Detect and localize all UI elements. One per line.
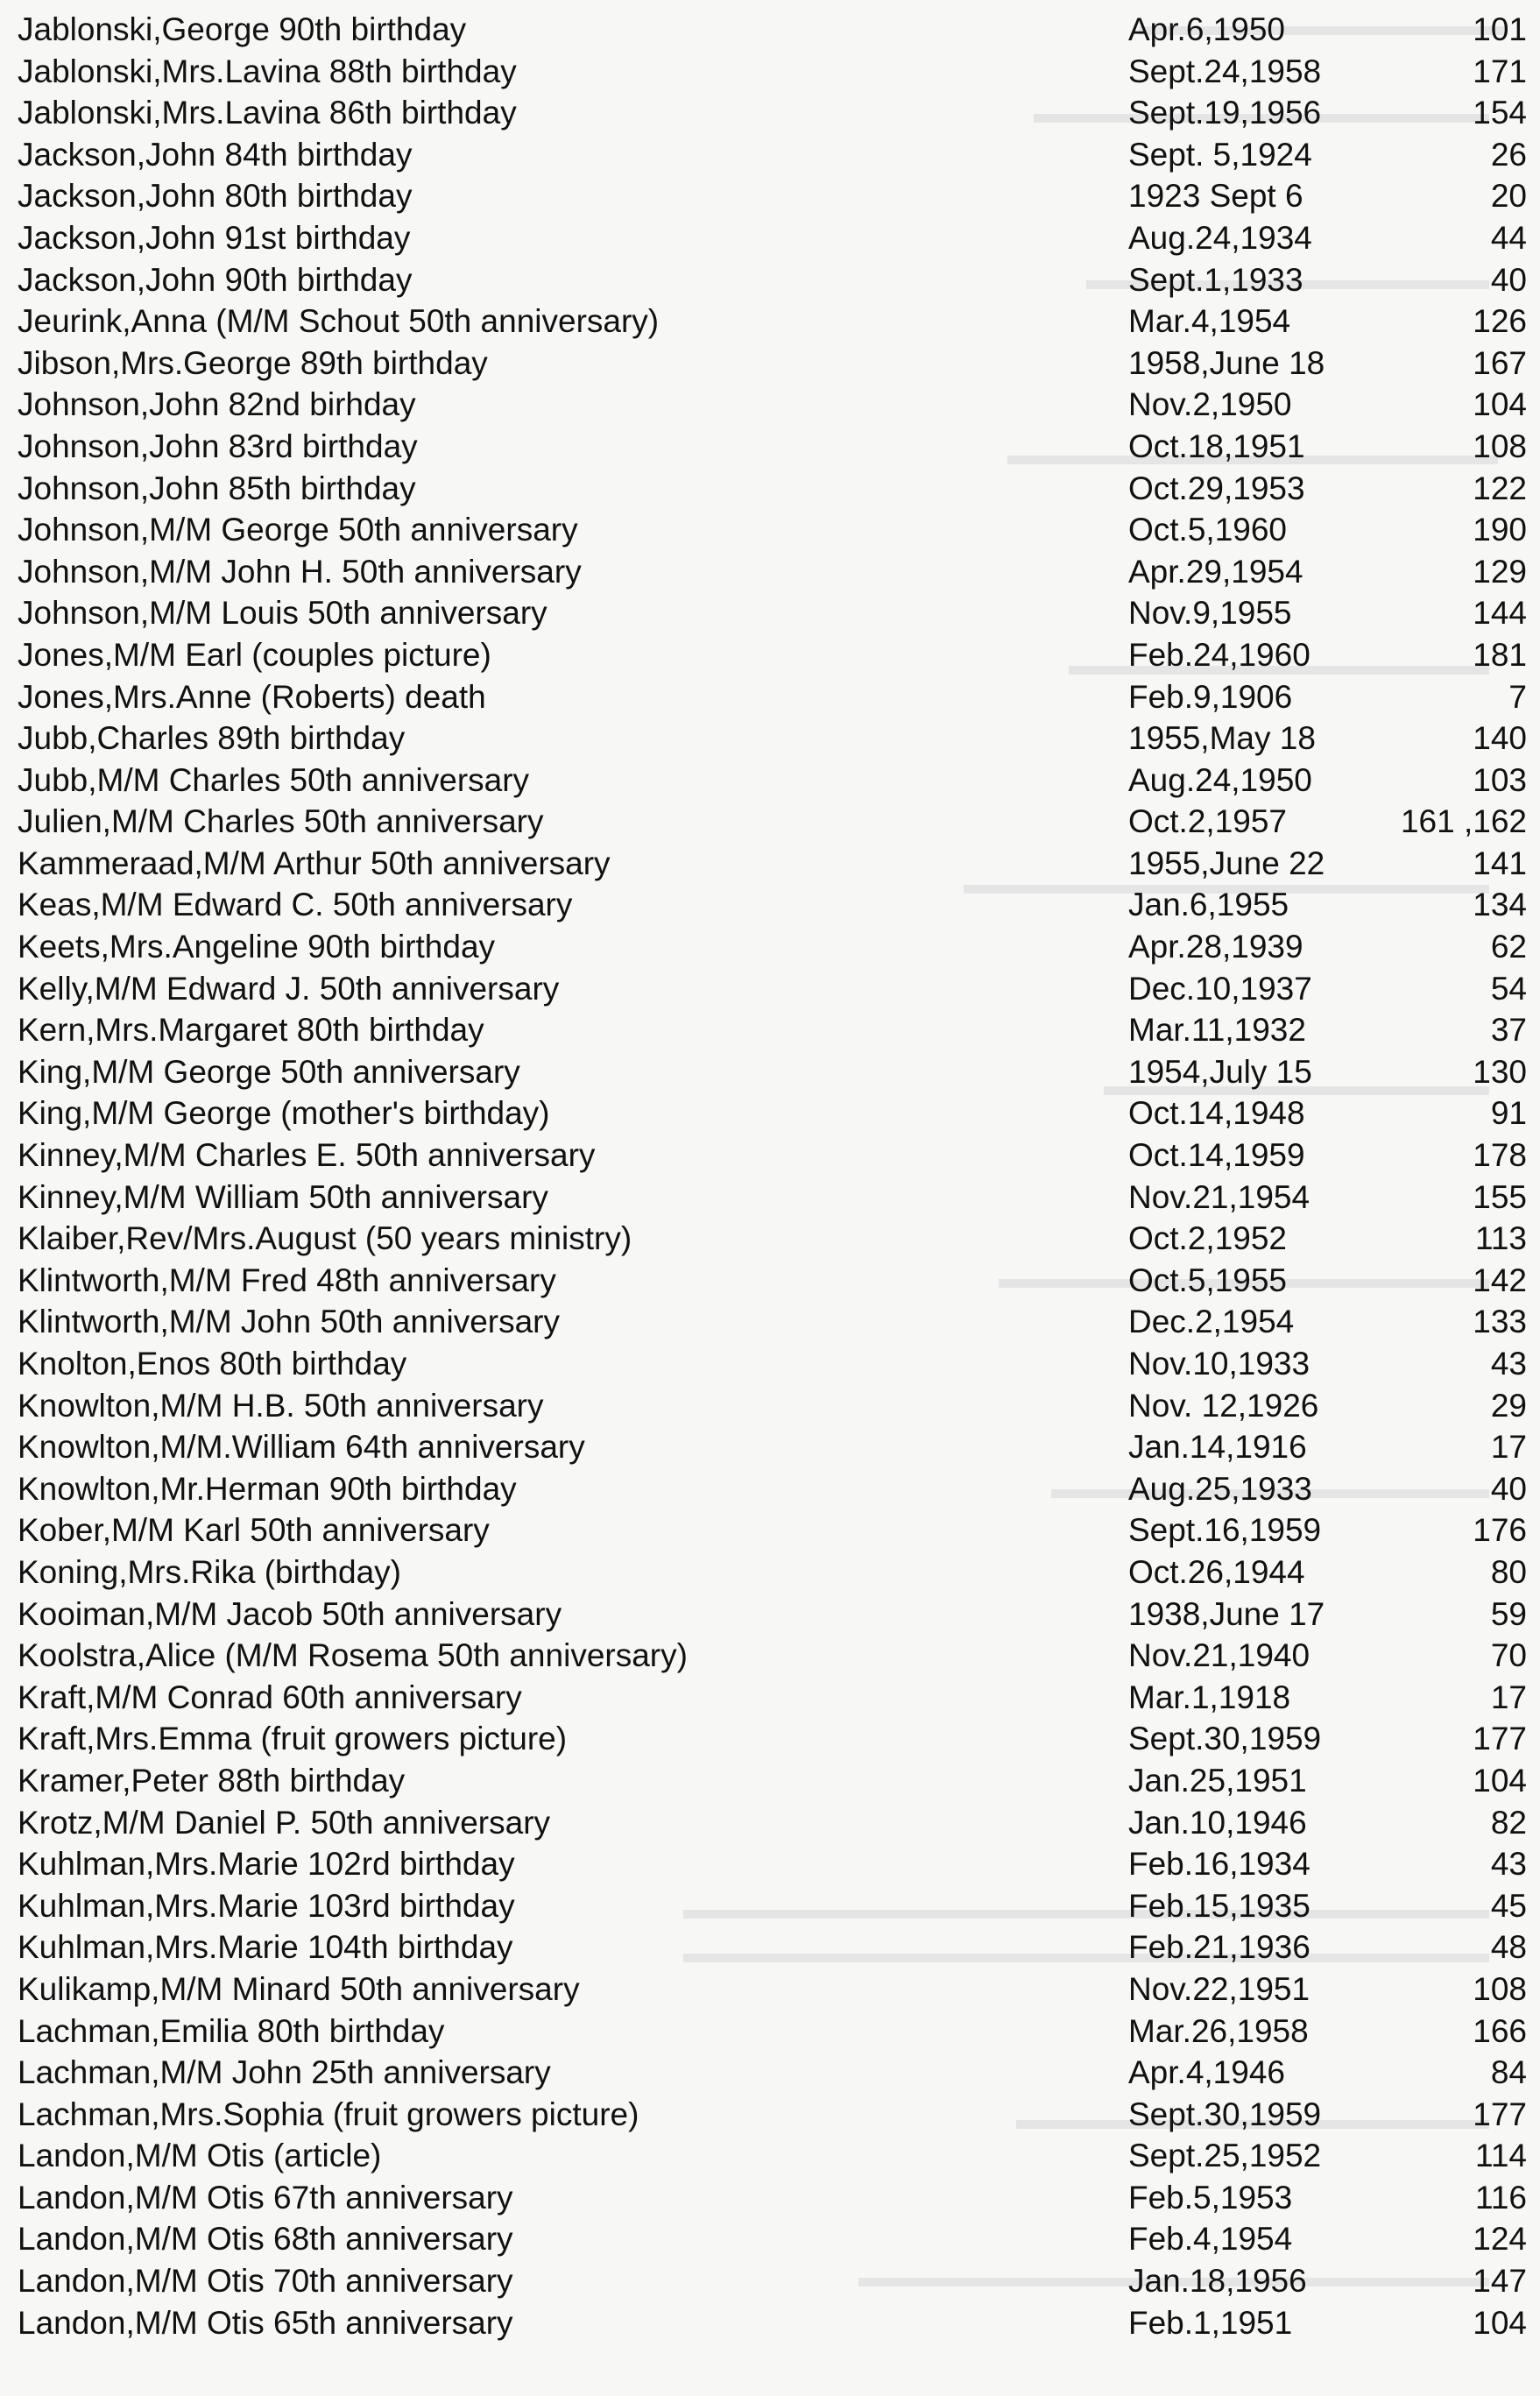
entry-page: 40 [1490, 1470, 1527, 1507]
entry-date: 1958,June 18 [1128, 344, 1325, 381]
entry-name: Klintworth,M/M Fred 48th anniversary [18, 1262, 556, 1298]
entry-date: Mar.4,1954 [1128, 303, 1291, 340]
entry-page: 167 [1473, 344, 1527, 381]
index-entry [0, 676, 1540, 718]
entry-date: 1955,May 18 [1128, 720, 1316, 757]
entry-date: Feb.16,1934 [1128, 1846, 1310, 1883]
entry-name: King,M/M George 50th anniversary [18, 1053, 520, 1090]
entry-name: Landon,M/M Otis 68th anniversary [18, 2221, 513, 2258]
entry-date: Nov.2,1950 [1128, 386, 1292, 423]
entry-name: Knolton,Enos 80th birthday [18, 1346, 407, 1382]
entry-name: Lachman,M/M John 25th anniversary [18, 2054, 551, 2091]
entry-date: Sept.1,1933 [1128, 261, 1303, 298]
index-entry [0, 884, 1540, 926]
index-entry [0, 175, 1540, 217]
entry-page: 43 [1490, 1846, 1527, 1883]
entry-name: Johnson,John 83rd birthday [18, 428, 418, 464]
entry-name: Jones,Mrs.Anne (Roberts) death [18, 678, 486, 715]
entry-date: Apr.29,1954 [1128, 553, 1303, 590]
entry-date: Oct.29,1953 [1128, 470, 1305, 506]
entry-date: Oct.2,1952 [1128, 1220, 1288, 1257]
entry-date: Mar.26,1958 [1128, 2012, 1309, 2049]
entry-page: 43 [1490, 1346, 1527, 1382]
index-entry [0, 426, 1540, 468]
index-entry [0, 2011, 1540, 2053]
entry-page: 177 [1473, 1721, 1527, 1757]
entry-page: 178 [1473, 1137, 1527, 1174]
entry-page: 29 [1490, 1387, 1527, 1424]
index-entry [0, 1343, 1540, 1385]
entry-date: Feb.4,1954 [1128, 2221, 1293, 2258]
entry-page: 17 [1490, 1679, 1527, 1715]
entry-name: Jubb,M/M Charles 50th anniversary [18, 761, 530, 798]
entry-name: Jones,M/M Earl (couples picture) [18, 636, 491, 673]
entry-date: 1954,July 15 [1128, 1053, 1312, 1090]
entry-date: Nov.9,1955 [1128, 595, 1292, 632]
index-entry [0, 1594, 1540, 1636]
entry-page: 26 [1490, 136, 1527, 173]
index-entry [0, 2260, 1540, 2302]
entry-name: Kooiman,M/M Jacob 50th anniversary [18, 1595, 562, 1632]
index-entry [0, 1885, 1540, 1927]
entry-date: Jan.6,1955 [1128, 887, 1289, 923]
index-entry [0, 1926, 1540, 1968]
entry-page: 144 [1473, 595, 1527, 632]
entry-name: Kulikamp,M/M Minard 50th anniversary [18, 1970, 580, 2007]
entry-name: King,M/M George (mother's birthday) [18, 1095, 550, 1132]
entry-name: Keets,Mrs.Angeline 90th birthday [18, 929, 496, 965]
entry-page: 45 [1490, 1887, 1527, 1924]
entry-name: Kammeraad,M/M Arthur 50th anniversary [18, 845, 611, 881]
entry-name: Johnson,M/M Louis 50th anniversary [18, 595, 547, 632]
entry-page: 91 [1490, 1095, 1527, 1132]
entry-date: Nov.22,1951 [1128, 1970, 1310, 2007]
entry-date: Apr.6,1950 [1128, 11, 1285, 47]
entry-name: Kober,M/M Karl 50th anniversary [18, 1512, 490, 1549]
entry-date: Dec.10,1937 [1128, 970, 1312, 1007]
entry-name: Jubb,Charles 89th birthday [18, 720, 406, 757]
index-entry [0, 592, 1540, 634]
entry-page: 40 [1490, 261, 1527, 298]
entry-name: Kuhlman,Mrs.Marie 102rd birthday [18, 1846, 515, 1883]
index-entry [0, 2218, 1540, 2260]
entry-name: Knowlton,M/M H.B. 50th anniversary [18, 1387, 544, 1424]
entry-date: Sept.19,1956 [1128, 95, 1322, 131]
entry-date: Sept.30,1959 [1128, 2096, 1322, 2132]
entry-page: 116 [1475, 2179, 1527, 2216]
entry-name: Keas,M/M Edward C. 50th anniversary [18, 887, 573, 923]
entry-name: Landon,M/M Otis 67th anniversary [18, 2179, 513, 2216]
entry-page: 70 [1490, 1637, 1527, 1674]
entry-date: Jan.25,1951 [1128, 1762, 1307, 1799]
entry-name: Landon,M/M Otis 65th anniversary [18, 2304, 513, 2341]
entry-name: Jibson,Mrs.George 89th birthday [18, 344, 488, 381]
index-entry [0, 468, 1540, 510]
entry-name: Julien,M/M Charles 50th anniversary [18, 803, 544, 840]
entry-name: Kinney,M/M William 50th anniversary [18, 1178, 548, 1215]
entry-page: 114 [1475, 2138, 1527, 2174]
entry-date: Jan.10,1946 [1128, 1804, 1307, 1841]
entry-page: 104 [1473, 2304, 1527, 2341]
entry-name: Jackson,John 90th birthday [18, 261, 413, 298]
entry-page: 181 [1473, 636, 1527, 673]
index-entry [0, 1509, 1540, 1551]
entry-page: 130 [1473, 1053, 1527, 1090]
entry-date: Feb.1,1951 [1128, 2304, 1293, 2341]
index-list [0, 9, 1540, 2343]
entry-page: 141 [1473, 845, 1527, 881]
entry-page: 108 [1473, 1970, 1527, 2007]
entry-date: Oct.18,1951 [1128, 428, 1305, 464]
entry-date: Feb.21,1936 [1128, 1929, 1310, 1966]
entry-page: 154 [1473, 95, 1527, 131]
entry-page: 140 [1473, 720, 1527, 757]
entry-date: Nov.10,1933 [1128, 1346, 1310, 1382]
entry-name: Knowlton,M/M.William 64th anniversary [18, 1429, 585, 1466]
index-entry [0, 384, 1540, 426]
index-entry [0, 2052, 1540, 2094]
index-entry [0, 92, 1540, 134]
entry-page: 103 [1473, 761, 1527, 798]
index-entry [0, 1468, 1540, 1510]
index-entry [0, 1968, 1540, 2011]
entry-page: 176 [1473, 1512, 1527, 1549]
index-entry [0, 760, 1540, 802]
entry-name: Johnson,M/M George 50th anniversary [18, 512, 578, 548]
entry-date: Mar.1,1918 [1128, 1679, 1291, 1715]
index-entry [0, 926, 1540, 968]
index-entry [0, 843, 1540, 885]
entry-name: Jablonski,Mrs.Lavina 88th birthday [18, 53, 517, 89]
entry-page: 54 [1490, 970, 1527, 1007]
entry-page: 113 [1475, 1220, 1527, 1257]
entry-page: 133 [1473, 1304, 1527, 1340]
entry-page: 166 [1473, 2012, 1527, 2049]
entry-date: Oct.5,1960 [1128, 512, 1288, 548]
entry-name: Kern,Mrs.Margaret 80th birthday [18, 1012, 484, 1049]
entry-date: Sept. 5,1924 [1128, 136, 1312, 173]
entry-date: Aug.25,1933 [1128, 1470, 1312, 1507]
entry-date: Feb.24,1960 [1128, 636, 1310, 673]
entry-name: Jackson,John 84th birthday [18, 136, 413, 173]
index-entry [0, 2135, 1540, 2177]
entry-name: Johnson,M/M John H. 50th anniversary [18, 553, 582, 590]
index-entry [0, 1051, 1540, 1093]
entry-date: Oct.14,1948 [1128, 1095, 1305, 1132]
index-entry [0, 134, 1540, 176]
entry-page: 20 [1490, 178, 1527, 215]
entry-date: Sept.16,1959 [1128, 1512, 1322, 1549]
entry-name: Landon,M/M Otis 70th anniversary [18, 2263, 513, 2300]
entry-date: Oct.2,1957 [1128, 803, 1288, 840]
entry-date: Jan.18,1956 [1128, 2263, 1307, 2300]
entry-name: Kuhlman,Mrs.Marie 103rd birthday [18, 1887, 515, 1924]
index-entry [0, 1551, 1540, 1594]
entry-date: Apr.4,1946 [1128, 2054, 1285, 2091]
entry-name: Jablonski,George 90th birthday [18, 11, 467, 47]
entry-page: 177 [1473, 2096, 1527, 2132]
entry-date: Sept.25,1952 [1128, 2138, 1322, 2174]
entry-name: Knowlton,Mr.Herman 90th birthday [18, 1470, 517, 1507]
entry-page: 155 [1473, 1178, 1527, 1215]
entry-page: 17 [1490, 1429, 1527, 1466]
entry-date: Aug.24,1950 [1128, 761, 1312, 798]
index-entry [0, 551, 1540, 593]
index-entry [0, 509, 1540, 551]
entry-name: Kraft,M/M Conrad 60th anniversary [18, 1679, 522, 1715]
entry-page: 161 ,162 [1400, 803, 1527, 840]
entry-date: Feb.9,1906 [1128, 678, 1293, 715]
entry-date: Oct.14,1959 [1128, 1137, 1305, 1174]
index-entry [0, 2094, 1540, 2136]
entry-name: Kinney,M/M Charles E. 50th anniversary [18, 1137, 596, 1174]
entry-name: Johnson,John 85th birthday [18, 470, 416, 506]
index-entry [0, 1677, 1540, 1719]
index-entry [0, 1134, 1540, 1177]
entry-name: Kelly,M/M Edward J. 50th anniversary [18, 970, 560, 1007]
entry-date: Feb.5,1953 [1128, 2179, 1293, 2216]
entry-name: Johnson,John 82nd birhday [18, 386, 416, 423]
entry-page: 37 [1490, 1012, 1527, 1049]
entry-date: Oct.5,1955 [1128, 1262, 1288, 1298]
entry-name: Koolstra,Alice (M/M Rosema 50th anniversary) [18, 1637, 688, 1674]
entry-date: Mar.11,1932 [1128, 1012, 1306, 1049]
entry-name: Krotz,M/M Daniel P. 50th anniversary [18, 1804, 551, 1841]
entry-date: Sept.24,1958 [1128, 53, 1322, 89]
index-entry [0, 1385, 1540, 1427]
entry-page: 147 [1473, 2263, 1527, 2300]
entry-page: 171 [1473, 53, 1527, 89]
entry-name: Klintworth,M/M John 50th anniversary [18, 1304, 560, 1340]
entry-page: 122 [1473, 470, 1527, 506]
index-entry [0, 9, 1540, 51]
entry-page: 48 [1490, 1929, 1527, 1966]
index-entry [0, 1718, 1540, 1760]
index-entry [0, 1635, 1540, 1677]
index-entry [0, 1177, 1540, 1219]
entry-name: Jackson,John 91st birthday [18, 219, 411, 256]
entry-date: Nov.21,1954 [1128, 1178, 1310, 1215]
entry-name: Kuhlman,Mrs.Marie 104th birthday [18, 1929, 513, 1966]
index-entry [0, 217, 1540, 259]
entry-date: Apr.28,1939 [1128, 929, 1303, 965]
entry-page: 7 [1508, 678, 1527, 715]
entry-page: 134 [1473, 887, 1527, 923]
entry-date: Jan.14,1916 [1128, 1429, 1307, 1466]
entry-date: Nov. 12,1926 [1128, 1387, 1319, 1424]
entry-page: 142 [1473, 1262, 1527, 1298]
index-entry [0, 1218, 1540, 1260]
entry-page: 124 [1473, 2221, 1527, 2258]
entry-page: 108 [1473, 428, 1527, 464]
index-entry [0, 51, 1540, 93]
entry-page: 84 [1490, 2054, 1527, 2091]
entry-name: Kramer,Peter 88th birthday [18, 1762, 406, 1799]
entry-name: Jeurink,Anna (M/M Schout 50th anniversary) [18, 303, 660, 340]
entry-name: Jackson,John 80th birthday [18, 178, 413, 215]
entry-name: Kraft,Mrs.Emma (fruit growers picture) [18, 1721, 568, 1757]
entry-name: Landon,M/M Otis (article) [18, 2138, 382, 2174]
index-entry [0, 801, 1540, 843]
entry-name: Lachman,Mrs.Sophia (fruit growers picture) [18, 2096, 639, 2132]
entry-date: 1923 Sept 6 [1128, 178, 1303, 215]
entry-date: Aug.24,1934 [1128, 219, 1312, 256]
index-entry [0, 1092, 1540, 1134]
entry-page: 44 [1490, 219, 1527, 256]
entry-name: Klaiber,Rev/Mrs.August (50 years ministry) [18, 1220, 632, 1257]
index-entry [0, 634, 1540, 676]
index-entry [0, 1301, 1540, 1343]
index-entry [0, 259, 1540, 301]
entry-page: 190 [1473, 512, 1527, 548]
index-entry [0, 343, 1540, 385]
index-entry [0, 1843, 1540, 1885]
entry-page: 101 [1473, 11, 1527, 47]
index-entry [0, 717, 1540, 760]
index-entry [0, 1009, 1540, 1051]
entry-date: Nov.21,1940 [1128, 1637, 1310, 1674]
entry-page: 59 [1490, 1595, 1527, 1632]
entry-date: Sept.30,1959 [1128, 1721, 1322, 1757]
entry-page: 80 [1490, 1553, 1527, 1590]
entry-name: Koning,Mrs.Rika (birthday) [18, 1553, 401, 1590]
index-entry [0, 1802, 1540, 1844]
index-entry [0, 2177, 1540, 2219]
entry-page: 62 [1490, 929, 1527, 965]
entry-name: Jablonski,Mrs.Lavina 86th birthday [18, 95, 517, 131]
entry-page: 126 [1473, 303, 1527, 340]
entry-date: Oct.26,1944 [1128, 1553, 1305, 1590]
entry-page: 129 [1473, 553, 1527, 590]
index-entry [0, 1760, 1540, 1802]
index-entry [0, 1426, 1540, 1468]
index-entry [0, 1260, 1540, 1302]
entry-page: 104 [1473, 386, 1527, 423]
entry-date: Feb.15,1935 [1128, 1887, 1310, 1924]
index-entry [0, 968, 1540, 1010]
entry-date: 1938,June 17 [1128, 1595, 1325, 1632]
index-entry [0, 2302, 1540, 2344]
entry-date: Dec.2,1954 [1128, 1304, 1295, 1340]
entry-date: 1955,June 22 [1128, 845, 1325, 881]
entry-page: 82 [1490, 1804, 1527, 1841]
index-entry [0, 300, 1540, 343]
entry-page: 104 [1473, 1762, 1527, 1799]
entry-name: Lachman,Emilia 80th birthday [18, 2012, 445, 2049]
